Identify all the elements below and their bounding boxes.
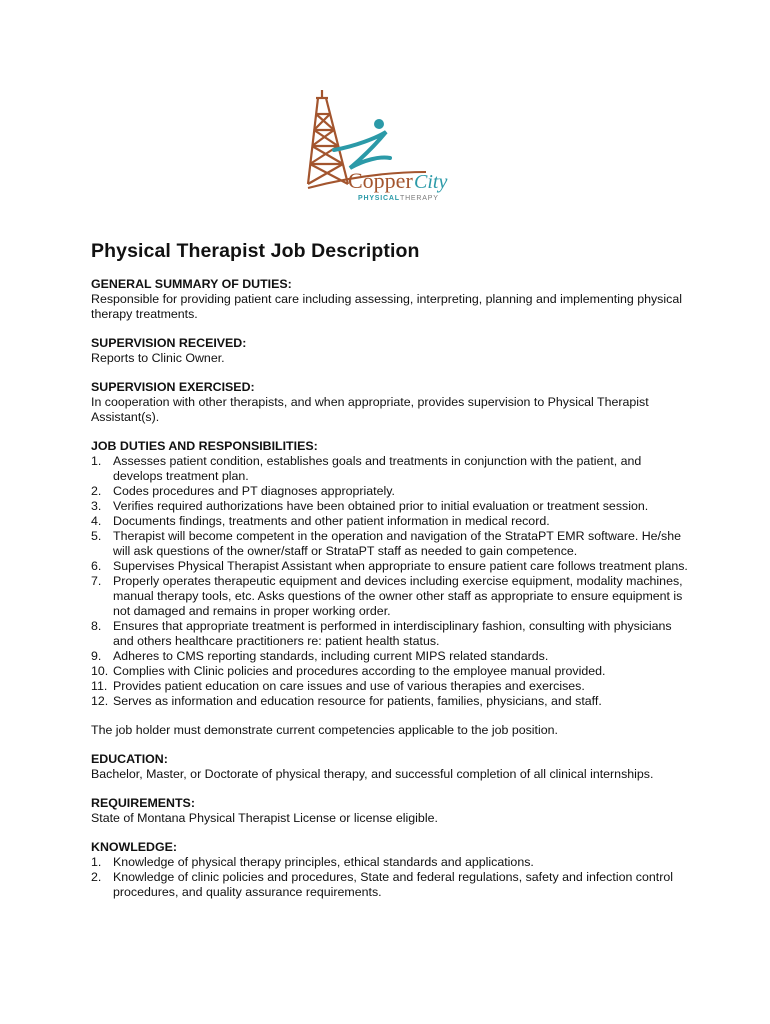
supervision-received-text: Reports to Clinic Owner. — [91, 351, 225, 365]
knowledge-section — [91, 840, 691, 900]
company-logo — [306, 88, 456, 210]
document-body — [91, 240, 691, 914]
item-number: 6. — [91, 559, 102, 573]
requirements-heading: REQUIREMENTS: — [91, 796, 195, 810]
list-item — [91, 664, 691, 679]
list-item — [91, 514, 691, 529]
item-text: Knowledge of clinic policies and procedures, State and federal regulations, safety and infection control procedures, and quality assurance requirements. — [113, 870, 673, 899]
item-number: 7. — [91, 574, 102, 588]
list-item — [91, 694, 691, 709]
logo-tagline-therapy: THERAPY — [400, 195, 439, 202]
item-number: 1. — [91, 855, 102, 869]
item-text: Ensures that appropriate treatment is performed in interdisciplinary fashion, consulting with physicians and others healthcare practitioners re: patient health status. — [113, 619, 672, 648]
supervision-received-section — [91, 336, 691, 366]
item-text: Documents findings, treatments and other patient information in medical record. — [113, 514, 550, 528]
knowledge-heading: KNOWLEDGE: — [91, 840, 178, 854]
education-heading: EDUCATION: — [91, 752, 168, 766]
logo-word-copper: Copper — [348, 168, 413, 193]
summary-text: Responsible for providing patient care including assessing, interpreting, planning and implementing physical therapy treatments. — [91, 292, 682, 321]
duties-heading: JOB DUTIES AND RESPONSIBILITIES: — [91, 439, 318, 453]
list-item — [91, 499, 691, 514]
list-item — [91, 454, 691, 484]
supervision-exercised-text: In cooperation with other therapists, and when appropriate, provides supervision to Physical Therapist Assistant(s). — [91, 395, 649, 424]
list-item — [91, 870, 691, 900]
supervision-exercised-heading: SUPERVISION EXERCISED: — [91, 380, 255, 394]
item-text: Verifies required authorizations have been obtained prior to initial evaluation or treatment session. — [113, 499, 649, 513]
figure-head-icon — [374, 119, 384, 129]
document-title: Physical Therapist Job Description — [91, 240, 420, 262]
item-number: 11. — [91, 679, 108, 693]
supervision-received-heading: SUPERVISION RECEIVED: — [91, 336, 247, 350]
list-item — [91, 649, 691, 664]
requirements-text: State of Montana Physical Therapist License or license eligible. — [91, 811, 438, 825]
logo-tagline-physical: PHYSICAL — [358, 195, 400, 202]
item-number: 1. — [91, 454, 102, 468]
competency-section — [91, 723, 691, 738]
education-section — [91, 752, 691, 782]
copper-city-logo-graphic — [306, 88, 456, 210]
item-number: 3. — [91, 499, 102, 513]
list-item — [91, 619, 691, 649]
item-number: 5. — [91, 529, 102, 543]
item-text: Serves as information and education resource for patients, families, physicians, and staff. — [113, 694, 602, 708]
item-text: Adheres to CMS reporting standards, including current MIPS related standards. — [113, 649, 549, 663]
item-number: 2. — [91, 484, 102, 498]
item-number: 12. — [91, 694, 109, 708]
supervision-exercised-section — [91, 380, 691, 425]
item-number: 2. — [91, 870, 102, 884]
list-item — [91, 559, 691, 574]
duties-section — [91, 439, 691, 709]
item-number: 4. — [91, 514, 102, 528]
item-text: Properly operates therapeutic equipment and devices including exercise equipment, modality machines, manual therapy tools, etc. Asks questions of the owner other staff as appropriate to ensure equipment is not damaged and remains in proper working order. — [113, 574, 683, 618]
item-number: 9. — [91, 649, 102, 663]
list-item — [91, 484, 691, 499]
requirements-section — [91, 796, 691, 826]
item-text: Knowledge of physical therapy principles, ethical standards and applications. — [113, 855, 534, 869]
list-item — [91, 529, 691, 559]
list-item — [91, 679, 691, 694]
summary-heading: GENERAL SUMMARY OF DUTIES: — [91, 277, 292, 291]
item-text: Supervises Physical Therapist Assistant when appropriate to ensure patient care follows treatment plans. — [113, 559, 688, 573]
knowledge-list — [91, 855, 691, 900]
duties-list — [91, 454, 691, 709]
item-text: Provides patient education on care issues and use of various therapies and exercises. — [113, 679, 585, 693]
item-text: Therapist will become competent in the operation and navigation of the StrataPT EMR software. He/she will ask questions of the owner/staff or StrataPT staff as needed to gain competence. — [113, 529, 681, 558]
list-item — [91, 855, 691, 870]
item-text: Complies with Clinic policies and procedures according to the employee manual provided. — [113, 664, 606, 678]
item-number: 8. — [91, 619, 102, 633]
item-text: Codes procedures and PT diagnoses appropriately. — [113, 484, 395, 498]
competency-text: The job holder must demonstrate current competencies applicable to the job position. — [91, 723, 558, 737]
education-text: Bachelor, Master, or Doctorate of physical therapy, and successful completion of all clinical internships. — [91, 767, 654, 781]
item-text: Assesses patient condition, establishes goals and treatments in conjunction with the patient, and develops treatment plan. — [113, 454, 642, 483]
derrick-icon — [308, 90, 348, 184]
summary-section — [91, 277, 691, 322]
list-item — [91, 574, 691, 619]
logo-word-city: City — [414, 171, 448, 193]
item-number: 10. — [91, 664, 109, 678]
